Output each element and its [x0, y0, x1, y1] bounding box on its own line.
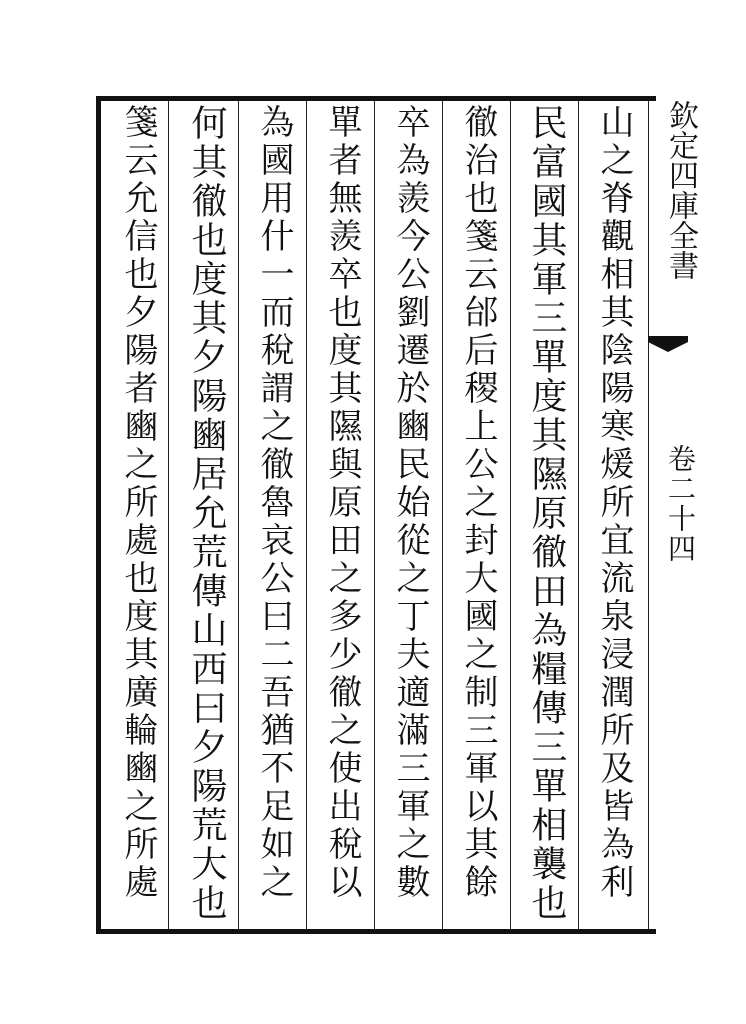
- text-column-8: 箋云允信也夕陽者豳之所處也度其廣輪豳之所處: [118, 104, 158, 902]
- text-column-2: 民富國其軍三單度其隰原徹田為糧傳三單相襲也: [526, 104, 567, 923]
- volume-number: 卷二十四: [664, 444, 697, 564]
- column-divider: [306, 101, 307, 929]
- column-divider: [578, 101, 579, 929]
- text-column-5: 單者無羨卒也度其隰與原田之多少徹之使出稅以: [322, 104, 362, 902]
- column-divider: [442, 101, 443, 929]
- column-divider: [510, 101, 511, 929]
- text-column-6: 為國用什一而稅謂之徹魯哀公曰二吾猶不足如之: [254, 104, 294, 902]
- text-column-7: 何其徹也度其夕陽豳居允荒傳山西曰夕陽荒大也: [186, 104, 227, 923]
- book-title: 欽定四庫全書: [663, 100, 698, 280]
- column-divider: [374, 101, 375, 929]
- text-column-4: 卒為羨今公劉遷於豳民始從之丁夫適滿三軍之數: [390, 104, 430, 902]
- fishtail-mark: [648, 336, 688, 356]
- column-divider: [648, 101, 649, 929]
- text-column-1: 山之脊觀相其陰陽寒煖所宜流泉浸潤所及皆為利: [594, 104, 634, 902]
- column-divider: [238, 101, 239, 929]
- column-divider: [168, 101, 169, 929]
- text-column-3: 徹治也箋云邰后稷上公之封大國之制三軍以其餘: [458, 104, 498, 902]
